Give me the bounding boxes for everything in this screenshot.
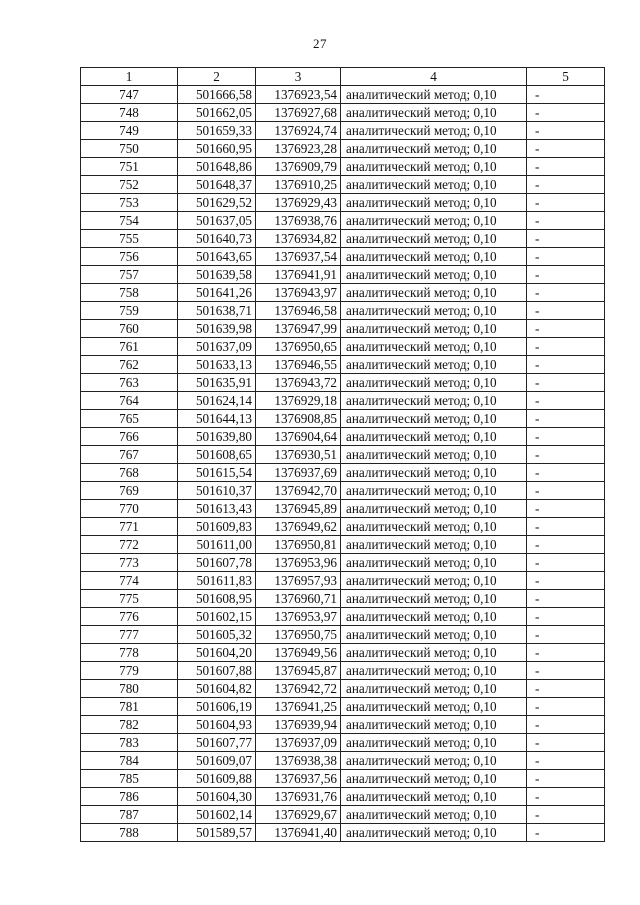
x-coordinate-cell: 501609,07 — [178, 752, 256, 770]
note-cell: - — [527, 554, 605, 572]
table-row — [81, 482, 605, 500]
note-cell: - — [527, 590, 605, 608]
method-accuracy-cell: аналитический метод; 0,10 — [341, 338, 527, 356]
point-number-cell: 768 — [81, 464, 178, 482]
method-accuracy-cell: аналитический метод; 0,10 — [341, 212, 527, 230]
x-coordinate-cell: 501639,58 — [178, 266, 256, 284]
x-coordinate-cell: 501611,83 — [178, 572, 256, 590]
y-coordinate-cell: 1376929,67 — [256, 806, 341, 824]
point-number-cell: 775 — [81, 590, 178, 608]
point-number-cell: 750 — [81, 140, 178, 158]
point-number-cell: 752 — [81, 176, 178, 194]
note-cell: - — [527, 158, 605, 176]
table-row — [81, 356, 605, 374]
note-cell: - — [527, 446, 605, 464]
table-row — [81, 554, 605, 572]
method-accuracy-cell: аналитический метод; 0,10 — [341, 626, 527, 644]
table-row — [81, 716, 605, 734]
note-cell: - — [527, 644, 605, 662]
table-row — [81, 104, 605, 122]
table-row — [81, 572, 605, 590]
y-coordinate-cell: 1376950,65 — [256, 338, 341, 356]
x-coordinate-cell: 501608,65 — [178, 446, 256, 464]
method-accuracy-cell: аналитический метод; 0,10 — [341, 554, 527, 572]
table-row — [81, 158, 605, 176]
table-row — [81, 410, 605, 428]
method-accuracy-cell: аналитический метод; 0,10 — [341, 392, 527, 410]
point-number-cell: 767 — [81, 446, 178, 464]
note-cell: - — [527, 374, 605, 392]
note-cell: - — [527, 536, 605, 554]
point-number-cell: 758 — [81, 284, 178, 302]
note-cell: - — [527, 500, 605, 518]
point-number-cell: 785 — [81, 770, 178, 788]
method-accuracy-cell: аналитический метод; 0,10 — [341, 590, 527, 608]
table-row — [81, 176, 605, 194]
point-number-cell: 784 — [81, 752, 178, 770]
y-coordinate-cell: 1376949,56 — [256, 644, 341, 662]
point-number-cell: 761 — [81, 338, 178, 356]
y-coordinate-cell: 1376927,68 — [256, 104, 341, 122]
point-number-cell: 756 — [81, 248, 178, 266]
x-coordinate-cell: 501604,20 — [178, 644, 256, 662]
y-coordinate-cell: 1376945,89 — [256, 500, 341, 518]
table-row — [81, 338, 605, 356]
method-accuracy-cell: аналитический метод; 0,10 — [341, 122, 527, 140]
method-accuracy-cell: аналитический метод; 0,10 — [341, 140, 527, 158]
point-number-cell: 787 — [81, 806, 178, 824]
x-coordinate-cell: 501648,86 — [178, 158, 256, 176]
x-coordinate-cell: 501613,43 — [178, 500, 256, 518]
note-cell: - — [527, 626, 605, 644]
y-coordinate-cell: 1376946,55 — [256, 356, 341, 374]
table-row — [81, 824, 605, 842]
point-number-cell: 780 — [81, 680, 178, 698]
header-col-4: 4 — [341, 68, 527, 86]
method-accuracy-cell: аналитический метод; 0,10 — [341, 680, 527, 698]
method-accuracy-cell: аналитический метод; 0,10 — [341, 302, 527, 320]
x-coordinate-cell: 501639,98 — [178, 320, 256, 338]
table-row — [81, 302, 605, 320]
x-coordinate-cell: 501633,13 — [178, 356, 256, 374]
x-coordinate-cell: 501605,32 — [178, 626, 256, 644]
method-accuracy-cell: аналитический метод; 0,10 — [341, 374, 527, 392]
table-header-row — [81, 68, 605, 86]
y-coordinate-cell: 1376923,28 — [256, 140, 341, 158]
method-accuracy-cell: аналитический метод; 0,10 — [341, 284, 527, 302]
y-coordinate-cell: 1376939,94 — [256, 716, 341, 734]
table-row — [81, 608, 605, 626]
note-cell: - — [527, 212, 605, 230]
x-coordinate-cell: 501609,83 — [178, 518, 256, 536]
table-row — [81, 500, 605, 518]
note-cell: - — [527, 320, 605, 338]
y-coordinate-cell: 1376910,25 — [256, 176, 341, 194]
table-row — [81, 446, 605, 464]
table-row — [81, 284, 605, 302]
note-cell: - — [527, 680, 605, 698]
table-row — [81, 374, 605, 392]
point-number-cell: 772 — [81, 536, 178, 554]
x-coordinate-cell: 501644,13 — [178, 410, 256, 428]
x-coordinate-cell: 501610,37 — [178, 482, 256, 500]
point-number-cell: 751 — [81, 158, 178, 176]
point-number-cell: 786 — [81, 788, 178, 806]
x-coordinate-cell: 501607,78 — [178, 554, 256, 572]
method-accuracy-cell: аналитический метод; 0,10 — [341, 752, 527, 770]
note-cell: - — [527, 392, 605, 410]
y-coordinate-cell: 1376947,99 — [256, 320, 341, 338]
table-row — [81, 86, 605, 104]
table-row — [81, 644, 605, 662]
method-accuracy-cell: аналитический метод; 0,10 — [341, 716, 527, 734]
method-accuracy-cell: аналитический метод; 0,10 — [341, 410, 527, 428]
point-number-cell: 748 — [81, 104, 178, 122]
method-accuracy-cell: аналитический метод; 0,10 — [341, 698, 527, 716]
note-cell: - — [527, 356, 605, 374]
note-cell: - — [527, 302, 605, 320]
x-coordinate-cell: 501615,54 — [178, 464, 256, 482]
method-accuracy-cell: аналитический метод; 0,10 — [341, 158, 527, 176]
table-row — [81, 518, 605, 536]
y-coordinate-cell: 1376950,75 — [256, 626, 341, 644]
point-number-cell: 760 — [81, 320, 178, 338]
table-row — [81, 680, 605, 698]
x-coordinate-cell: 501641,26 — [178, 284, 256, 302]
x-coordinate-cell: 501607,88 — [178, 662, 256, 680]
x-coordinate-cell: 501648,37 — [178, 176, 256, 194]
y-coordinate-cell: 1376937,54 — [256, 248, 341, 266]
note-cell: - — [527, 662, 605, 680]
x-coordinate-cell: 501640,73 — [178, 230, 256, 248]
y-coordinate-cell: 1376938,38 — [256, 752, 341, 770]
note-cell: - — [527, 734, 605, 752]
table-row — [81, 734, 605, 752]
note-cell: - — [527, 230, 605, 248]
method-accuracy-cell: аналитический метод; 0,10 — [341, 824, 527, 842]
point-number-cell: 755 — [81, 230, 178, 248]
x-coordinate-cell: 501637,05 — [178, 212, 256, 230]
table-row — [81, 140, 605, 158]
table-row — [81, 248, 605, 266]
table-row — [81, 806, 605, 824]
x-coordinate-cell: 501639,80 — [178, 428, 256, 446]
point-number-cell: 782 — [81, 716, 178, 734]
note-cell: - — [527, 788, 605, 806]
point-number-cell: 754 — [81, 212, 178, 230]
point-number-cell: 777 — [81, 626, 178, 644]
point-number-cell: 779 — [81, 662, 178, 680]
table-row — [81, 788, 605, 806]
x-coordinate-cell: 501604,82 — [178, 680, 256, 698]
method-accuracy-cell: аналитический метод; 0,10 — [341, 320, 527, 338]
y-coordinate-cell: 1376930,51 — [256, 446, 341, 464]
point-number-cell: 778 — [81, 644, 178, 662]
y-coordinate-cell: 1376941,91 — [256, 266, 341, 284]
table-row — [81, 194, 605, 212]
x-coordinate-cell: 501659,33 — [178, 122, 256, 140]
note-cell: - — [527, 248, 605, 266]
x-coordinate-cell: 501629,52 — [178, 194, 256, 212]
method-accuracy-cell: аналитический метод; 0,10 — [341, 428, 527, 446]
point-number-cell: 783 — [81, 734, 178, 752]
point-number-cell: 770 — [81, 500, 178, 518]
x-coordinate-cell: 501660,95 — [178, 140, 256, 158]
method-accuracy-cell: аналитический метод; 0,10 — [341, 248, 527, 266]
note-cell: - — [527, 716, 605, 734]
y-coordinate-cell: 1376904,64 — [256, 428, 341, 446]
point-number-cell: 757 — [81, 266, 178, 284]
header-col-3: 3 — [256, 68, 341, 86]
method-accuracy-cell: аналитический метод; 0,10 — [341, 446, 527, 464]
note-cell: - — [527, 338, 605, 356]
method-accuracy-cell: аналитический метод; 0,10 — [341, 104, 527, 122]
table-row — [81, 698, 605, 716]
table-row — [81, 662, 605, 680]
y-coordinate-cell: 1376937,09 — [256, 734, 341, 752]
table-row — [81, 536, 605, 554]
note-cell: - — [527, 752, 605, 770]
y-coordinate-cell: 1376941,40 — [256, 824, 341, 842]
table-row — [81, 266, 605, 284]
point-number-cell: 773 — [81, 554, 178, 572]
y-coordinate-cell: 1376908,85 — [256, 410, 341, 428]
method-accuracy-cell: аналитический метод; 0,10 — [341, 644, 527, 662]
table-row — [81, 392, 605, 410]
method-accuracy-cell: аналитический метод; 0,10 — [341, 806, 527, 824]
x-coordinate-cell: 501589,57 — [178, 824, 256, 842]
method-accuracy-cell: аналитический метод; 0,10 — [341, 770, 527, 788]
method-accuracy-cell: аналитический метод; 0,10 — [341, 536, 527, 554]
note-cell: - — [527, 824, 605, 842]
point-number-cell: 747 — [81, 86, 178, 104]
point-number-cell: 749 — [81, 122, 178, 140]
point-number-cell: 781 — [81, 698, 178, 716]
y-coordinate-cell: 1376937,56 — [256, 770, 341, 788]
point-number-cell: 763 — [81, 374, 178, 392]
y-coordinate-cell: 1376929,18 — [256, 392, 341, 410]
note-cell: - — [527, 572, 605, 590]
x-coordinate-cell: 501611,00 — [178, 536, 256, 554]
x-coordinate-cell: 501607,77 — [178, 734, 256, 752]
header-col-1: 1 — [81, 68, 178, 86]
point-number-cell: 776 — [81, 608, 178, 626]
point-number-cell: 769 — [81, 482, 178, 500]
y-coordinate-cell: 1376934,82 — [256, 230, 341, 248]
method-accuracy-cell: аналитический метод; 0,10 — [341, 86, 527, 104]
note-cell: - — [527, 140, 605, 158]
y-coordinate-cell: 1376931,76 — [256, 788, 341, 806]
note-cell: - — [527, 194, 605, 212]
y-coordinate-cell: 1376953,97 — [256, 608, 341, 626]
note-cell: - — [527, 806, 605, 824]
x-coordinate-cell: 501604,30 — [178, 788, 256, 806]
x-coordinate-cell: 501609,88 — [178, 770, 256, 788]
x-coordinate-cell: 501624,14 — [178, 392, 256, 410]
table-row — [81, 212, 605, 230]
x-coordinate-cell: 501662,05 — [178, 104, 256, 122]
note-cell: - — [527, 428, 605, 446]
note-cell: - — [527, 176, 605, 194]
y-coordinate-cell: 1376953,96 — [256, 554, 341, 572]
note-cell: - — [527, 266, 605, 284]
x-coordinate-cell: 501608,95 — [178, 590, 256, 608]
table-row — [81, 464, 605, 482]
x-coordinate-cell: 501602,14 — [178, 806, 256, 824]
point-number-cell: 788 — [81, 824, 178, 842]
note-cell: - — [527, 104, 605, 122]
y-coordinate-cell: 1376938,76 — [256, 212, 341, 230]
note-cell: - — [527, 284, 605, 302]
y-coordinate-cell: 1376957,93 — [256, 572, 341, 590]
method-accuracy-cell: аналитический метод; 0,10 — [341, 788, 527, 806]
method-accuracy-cell: аналитический метод; 0,10 — [341, 572, 527, 590]
y-coordinate-cell: 1376945,87 — [256, 662, 341, 680]
note-cell: - — [527, 770, 605, 788]
method-accuracy-cell: аналитический метод; 0,10 — [341, 518, 527, 536]
method-accuracy-cell: аналитический метод; 0,10 — [341, 464, 527, 482]
y-coordinate-cell: 1376960,71 — [256, 590, 341, 608]
y-coordinate-cell: 1376923,54 — [256, 86, 341, 104]
x-coordinate-cell: 501635,91 — [178, 374, 256, 392]
note-cell: - — [527, 698, 605, 716]
y-coordinate-cell: 1376950,81 — [256, 536, 341, 554]
note-cell: - — [527, 608, 605, 626]
x-coordinate-cell: 501643,65 — [178, 248, 256, 266]
y-coordinate-cell: 1376909,79 — [256, 158, 341, 176]
header-col-5: 5 — [527, 68, 605, 86]
y-coordinate-cell: 1376929,43 — [256, 194, 341, 212]
x-coordinate-cell: 501604,93 — [178, 716, 256, 734]
method-accuracy-cell: аналитический метод; 0,10 — [341, 230, 527, 248]
table-row — [81, 320, 605, 338]
note-cell: - — [527, 482, 605, 500]
page-number: 27 — [313, 36, 327, 51]
coordinates-table — [80, 67, 605, 842]
table-row — [81, 590, 605, 608]
y-coordinate-cell: 1376942,72 — [256, 680, 341, 698]
point-number-cell: 762 — [81, 356, 178, 374]
y-coordinate-cell: 1376937,69 — [256, 464, 341, 482]
table-row — [81, 752, 605, 770]
method-accuracy-cell: аналитический метод; 0,10 — [341, 482, 527, 500]
x-coordinate-cell: 501637,09 — [178, 338, 256, 356]
note-cell: - — [527, 464, 605, 482]
point-number-cell: 753 — [81, 194, 178, 212]
table-row — [81, 770, 605, 788]
note-cell: - — [527, 410, 605, 428]
table-row — [81, 122, 605, 140]
table-row — [81, 626, 605, 644]
y-coordinate-cell: 1376942,70 — [256, 482, 341, 500]
point-number-cell: 771 — [81, 518, 178, 536]
note-cell: - — [527, 518, 605, 536]
method-accuracy-cell: аналитический метод; 0,10 — [341, 734, 527, 752]
method-accuracy-cell: аналитический метод; 0,10 — [341, 500, 527, 518]
point-number-cell: 774 — [81, 572, 178, 590]
y-coordinate-cell: 1376946,58 — [256, 302, 341, 320]
point-number-cell: 759 — [81, 302, 178, 320]
note-cell: - — [527, 122, 605, 140]
note-cell: - — [527, 86, 605, 104]
y-coordinate-cell: 1376949,62 — [256, 518, 341, 536]
point-number-cell: 766 — [81, 428, 178, 446]
table-row — [81, 230, 605, 248]
method-accuracy-cell: аналитический метод; 0,10 — [341, 176, 527, 194]
method-accuracy-cell: аналитический метод; 0,10 — [341, 194, 527, 212]
y-coordinate-cell: 1376924,74 — [256, 122, 341, 140]
point-number-cell: 765 — [81, 410, 178, 428]
method-accuracy-cell: аналитический метод; 0,10 — [341, 266, 527, 284]
method-accuracy-cell: аналитический метод; 0,10 — [341, 356, 527, 374]
method-accuracy-cell: аналитический метод; 0,10 — [341, 662, 527, 680]
point-number-cell: 764 — [81, 392, 178, 410]
y-coordinate-cell: 1376943,72 — [256, 374, 341, 392]
x-coordinate-cell: 501666,58 — [178, 86, 256, 104]
header-col-2: 2 — [178, 68, 256, 86]
table-row — [81, 428, 605, 446]
table-body — [81, 86, 605, 842]
y-coordinate-cell: 1376943,97 — [256, 284, 341, 302]
x-coordinate-cell: 501602,15 — [178, 608, 256, 626]
x-coordinate-cell: 501638,71 — [178, 302, 256, 320]
y-coordinate-cell: 1376941,25 — [256, 698, 341, 716]
x-coordinate-cell: 501606,19 — [178, 698, 256, 716]
method-accuracy-cell: аналитический метод; 0,10 — [341, 608, 527, 626]
